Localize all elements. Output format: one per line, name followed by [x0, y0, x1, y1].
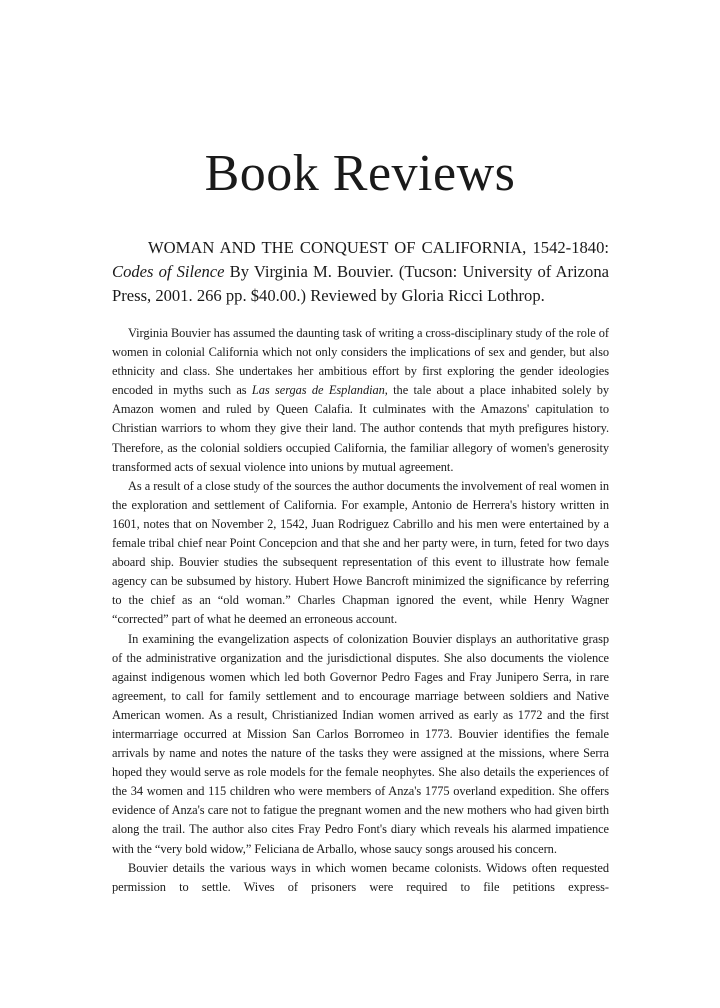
review-citation: [112, 236, 609, 308]
book-subtitle: Codes of Silence: [112, 262, 225, 281]
myth-title: Las sergas de Esplandian: [251, 383, 385, 398]
section-title: Book Reviews: [204, 145, 516, 202]
book-title: WOMAN AND THE CONQUEST OF CALIFORNIA, 1542-1840:: [148, 238, 609, 257]
review-body: [112, 324, 609, 897]
review-paragraph: As a result of a close study of the sources the author documents the involvement of real women in the exploration and settlement of California. For example, Antonio de Herrera's history written in 1601, notes that on November 2, 1542, Juan Rodriguez Cabrillo and his men were entertained by a female tribal chief near Point Concepcion and that she and her party were, in turn, feted for two days aboard ship. Bouvier studies the subsequent representation of this event to illustrate how female agency can be subsumed by history. Hubert Howe Bancroft minimized the significance by referring to the chief as an “old woman.” Charles Chapman ignored the event, while Henry Wagner “corrected” part of what he deemed an erroneous account.: [112, 478, 610, 627]
review-paragraph: In examining the evangelization aspects of colonization Bouvier displays an authoritative grasp of the administrative organization and the jurisdictional disputes. She also documents the violence against indigenous women which led both Governor Pedro Fages and Fray Junipero Serra, in rare agreement, to call for family settlement and to encourage marriage between soldiers and Native American women. As a result, Christianized Indian women arrived as early as 1772 and the first intermarriage occurred at Mission San Carlos Borromeo in 1773. Bouvier identifies the female arrivals by name and notes the nature of the tasks they were assigned at the missions, where Serra hoped they would serve as role models for the female neophytes. She also details the experiences of the 34 women and 115 children who were members of Anza's 1775 overland expedition. She offers evidence of Anza's care not to fatigue the pregnant women and the new mothers who had given birth along the trail. The author also cites Fray Pedro Font's diary which reveals his alarmed impatience with the “very bold widow,” Feliciana de Arballo, whose saucy songs aroused his concern.: [112, 631, 609, 856]
review-paragraph: Virginia Bouvier has assumed the daunting task of writing a cross-disciplinary study of the role of women in colonial California which not only considers the implications of sex and gender, but also ethnicity and class. She undertakes her ambitious effort by first exploring the gender ideologies encoded in myths such as Las sergas de Esplandian, the tale about a place inhabited solely by Amazon women and ruled by Queen Calafia. It culminates with the Amazons' capitulation to Christian warriors to whom they give their land. The author contends that myth prefigures history. Therefore, as the colonial soldiers occupied California, the familiar allegory of women's generosity transformed acts of sexual violence into unions by mutual agreement.: [112, 326, 610, 474]
review-paragraph: Bouvier details the various ways in which women became colonists. Widows often requested permission to settle. Wives of prisoners were required to file petitions express-: [112, 860, 609, 894]
book-byline: By Virginia M. Bouvier. (Tucson: University of Arizona Press, 2001. 266 pp. $40.00.) Reviewed by Gloria Ricci Lothrop.: [112, 262, 609, 305]
